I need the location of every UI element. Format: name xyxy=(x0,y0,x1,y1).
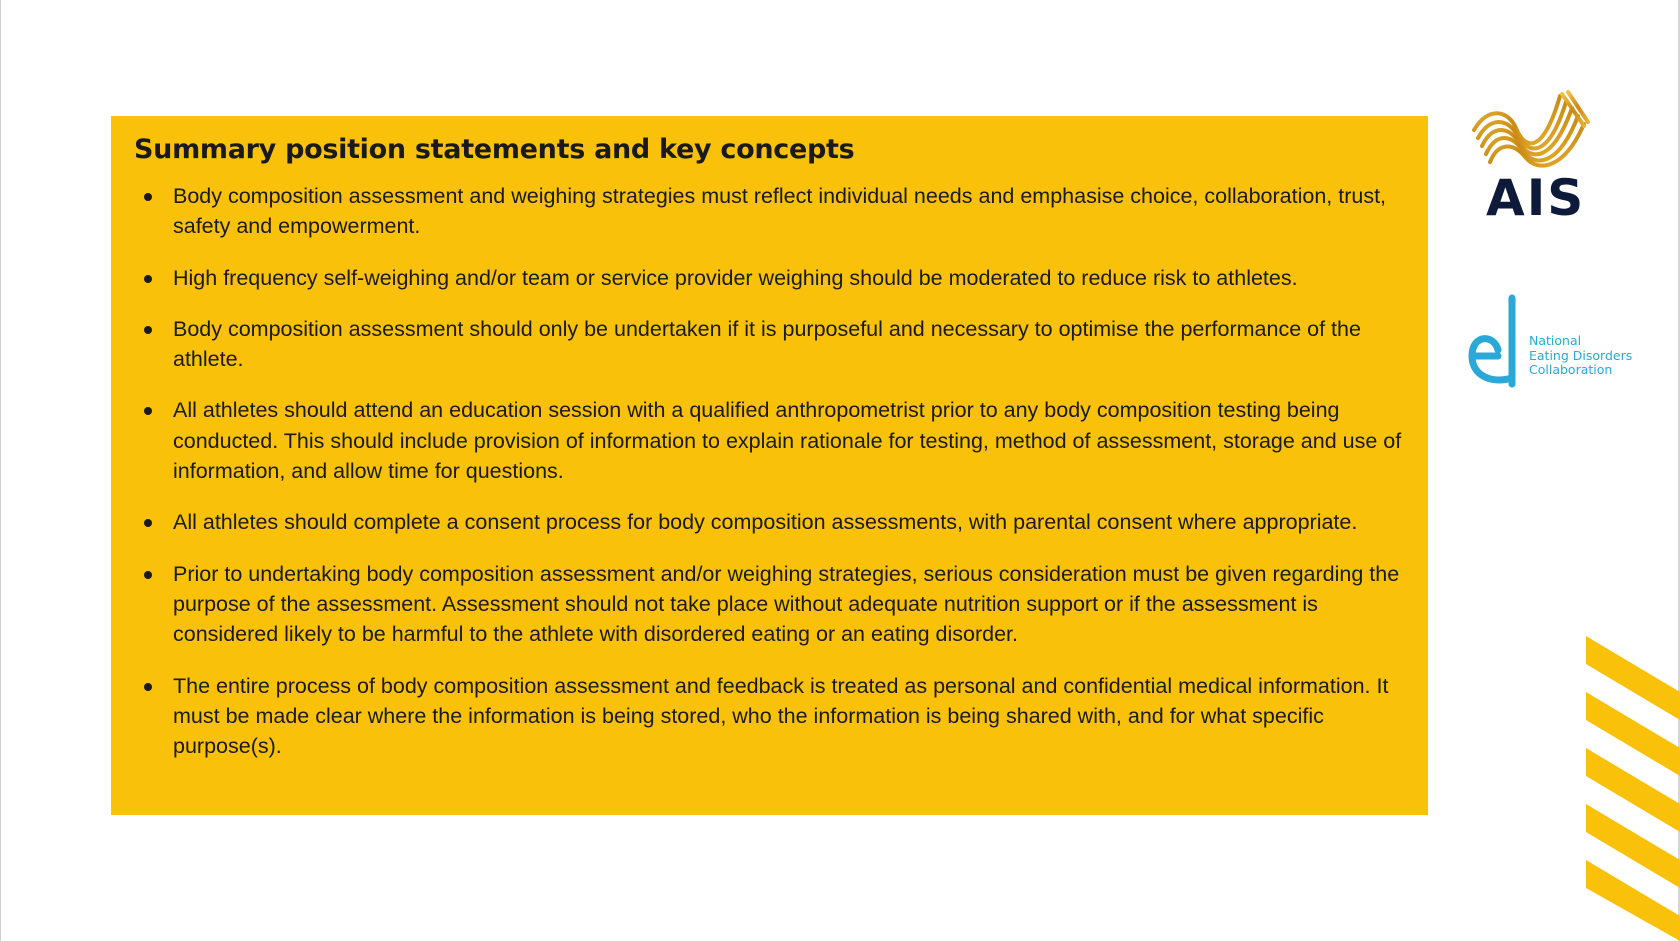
list-item xyxy=(134,181,1404,242)
bullet-icon xyxy=(144,193,152,201)
bullet-icon xyxy=(144,683,152,691)
bullet-icon xyxy=(144,519,152,527)
list-item xyxy=(134,395,1404,486)
ed-monogram-icon xyxy=(1468,294,1528,390)
nedc-line-2: Eating Disorders xyxy=(1529,347,1633,363)
list-item-text: Body composition assessment and weighing strategies must reflect individual needs and emphasise choice, collaboration, trust, safety and empowerment. xyxy=(173,184,1387,239)
ais-logo xyxy=(1468,88,1592,228)
gold-ribbon-icon xyxy=(1468,88,1592,178)
bullet-icon xyxy=(144,326,152,334)
summary-panel xyxy=(111,116,1428,815)
list-item xyxy=(134,263,1404,293)
bullet-icon xyxy=(144,571,152,579)
list-item-text: All athletes should attend an education session with a qualified anthropometrist prior to any body composition testing being conducted. This should include provision of information to explain rationale for testing, method of assessment, storage and use of information, and allow time for questions. xyxy=(173,398,1402,484)
list-item xyxy=(134,507,1404,537)
list-item-text: All athletes should complete a consent process for body composition assessments, with parental consent where appropriate. xyxy=(173,510,1358,535)
nedc-logo xyxy=(1468,294,1638,390)
list-item-text: Prior to undertaking body composition assessment and/or weighing strategies, serious consideration must be given regarding the purpose of the assessment. Assessment should not take place without adequate nutrition support or if the assessment is considered likely to be harmful to the athlete with disordered eating or an eating disorder. xyxy=(173,561,1400,647)
nedc-line-1: National xyxy=(1529,333,1582,348)
ais-wordmark: AIS xyxy=(1486,169,1586,227)
list-item-text: Body composition assessment should only be undertaken if it is purposeful and necessary to optimise the performance of the athlete. xyxy=(173,316,1361,372)
list-item-text: The entire process of body composition assessment and feedback is treated as personal and confidential medical information. It must be made clear where the information is being stored, who the information is being shared with, and for what specific purpose(s). xyxy=(173,673,1389,759)
bullet-icon xyxy=(144,407,152,415)
diagonal-stripes-icon xyxy=(1586,630,1680,941)
list-item xyxy=(134,559,1404,650)
list-item-text: High frequency self-weighing and/or team or service provider weighing should be moderated to reduce risk to athletes. xyxy=(173,265,1298,290)
page-edge-left xyxy=(0,0,1,941)
panel-title: Summary position statements and key concepts xyxy=(134,134,855,165)
position-statements-list xyxy=(134,181,1404,761)
bullet-icon xyxy=(144,275,152,283)
nedc-wordmark xyxy=(1529,334,1632,378)
list-item xyxy=(134,314,1404,375)
nedc-line-3: Collaboration xyxy=(1529,362,1613,377)
list-item xyxy=(134,671,1404,762)
